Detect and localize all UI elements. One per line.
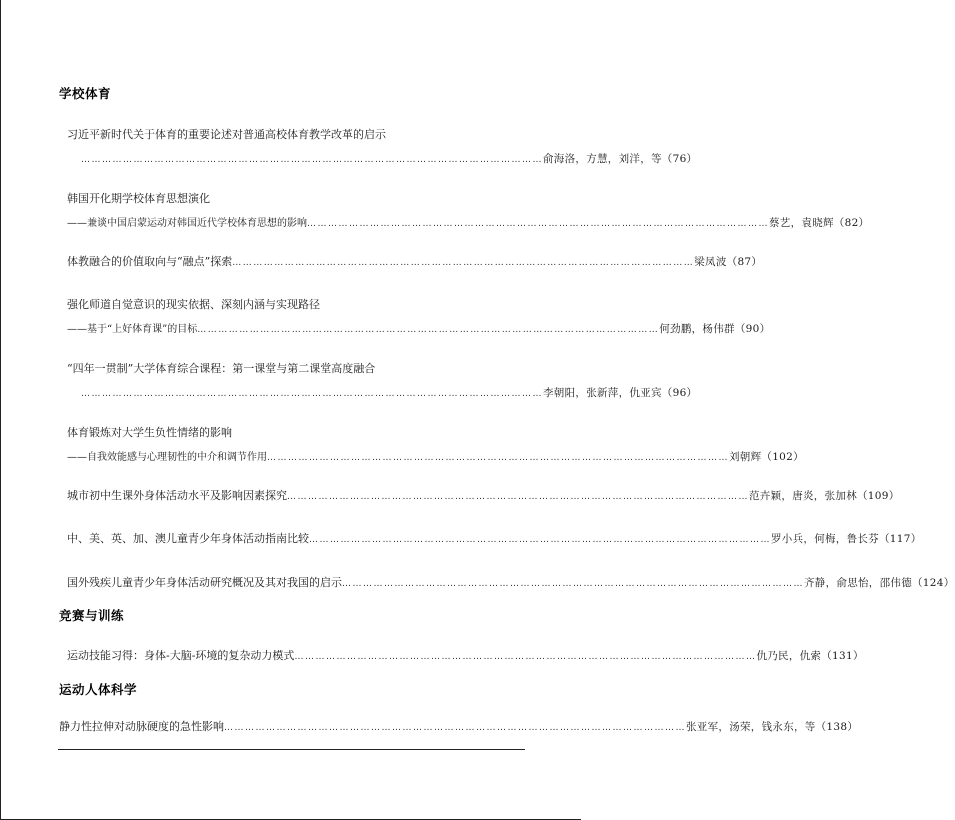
- entry-leader-line: [81, 151, 698, 166]
- entry-title: 静力性拉伸对动脉硬度的急性影响: [59, 720, 224, 733]
- leader-dots: ……………………………………………………………………………………………………………………: [294, 652, 757, 662]
- leader-dots: ……………………………………………………………………………………………………………………: [224, 723, 686, 733]
- entry-authors: 范卉颖，唐炎，张加林（109）: [749, 490, 900, 502]
- entry-title: “四年一贯制”大学体育综合课程：第一课堂与第二课堂高度融合: [67, 362, 376, 375]
- entry-leader-line: [67, 647, 864, 663]
- entry-authors: 梁凤波（87）: [694, 256, 763, 268]
- entry-authors: 何劲鹏，杨伟群（90）: [659, 323, 771, 335]
- entry-leader-line: [81, 385, 698, 400]
- leader-dots: ……………………………………………………………………………………………………………………: [309, 535, 771, 545]
- entry-leader-line: [67, 253, 763, 269]
- bottom-rule: [58, 749, 525, 750]
- entry-title: 中、美、英、加、澳儿童青少年身体活动指南比较: [67, 532, 309, 545]
- leader-dots: ……………………………………………………………………………………………………………………: [307, 219, 769, 229]
- section-title-competition-training: 竞赛与训练: [59, 608, 125, 623]
- leader-dots: ……………………………………………………………………………………………………………………: [197, 325, 660, 335]
- entry-title: 城市初中生课外身体活动水平及影响因素探究: [67, 489, 287, 502]
- leader-dots: ……………………………………………………………………………………………………………………: [287, 492, 749, 502]
- leader-dots: ……………………………………………………………………………………………………………………: [267, 453, 729, 463]
- leader-dots: ……………………………………………………………………………………………………………………: [232, 258, 695, 268]
- leader-dots: ……………………………………………………………………………………………………………………: [342, 579, 804, 589]
- section-title-sports-human-science: 运动人体科学: [59, 682, 138, 697]
- entry-authors: 齐静，俞思怡，邵伟德（124）: [804, 577, 955, 589]
- section-title-school-pe: 学校体育: [59, 86, 112, 101]
- entry-authors: 罗小兵，何梅，鲁长芬（117）: [771, 533, 922, 545]
- entry-authors: 张亚军，汤荣，钱永东，等（138）: [686, 721, 859, 733]
- entry-leader-line: [67, 487, 900, 503]
- entry-authors: 蔡艺，袁晓辉（82）: [769, 217, 870, 229]
- entry-leader-line: [67, 320, 771, 336]
- entry-authors: 俞海洛，方慧，刘洋，等（76）: [543, 153, 698, 165]
- entry-subtitle: ——基于“上好体育课”的目标: [67, 324, 198, 335]
- entry-title: 体教融合的价值取向与“融点”探索: [67, 255, 233, 268]
- leader-dots: ……………………………………………………………………………………………………………………: [81, 155, 543, 165]
- entry-leader-line: [67, 448, 804, 464]
- entry-title: 体育锻炼对大学生负性情绪的影响: [67, 426, 232, 439]
- entry-leader-line: [59, 718, 859, 734]
- entry-title: 习近平新时代关于体育的重要论述对普通高校体育教学改革的启示: [67, 128, 386, 141]
- entry-leader-line: [67, 530, 922, 546]
- entry-leader-line: [67, 214, 870, 230]
- entry-title: 国外残疾儿童青少年身体活动研究概况及其对我国的启示: [67, 576, 342, 589]
- entry-subtitle: ——自我效能感与心理韧性的中介和调节作用: [67, 452, 267, 463]
- entry-subtitle: ——兼谈中国启蒙运动对韩国近代学校体育思想的影响: [67, 218, 307, 229]
- entry-title: 运动技能习得：身体-大脑-环境的复杂动力模式: [67, 649, 295, 662]
- entry-authors: 李朝阳，张新萍，仇亚宾（96）: [543, 387, 698, 399]
- entry-authors: 刘朝辉（102）: [729, 451, 804, 463]
- leader-dots: ……………………………………………………………………………………………………………………: [81, 389, 543, 399]
- entry-title: 强化师道自觉意识的现实依据、深刻内涵与实现路径: [67, 298, 320, 311]
- entry-authors: 仇乃民，仇索（131）: [756, 650, 864, 662]
- entry-leader-line: [67, 574, 955, 590]
- entry-title: 韩国开化期学校体育思想演化: [67, 192, 210, 205]
